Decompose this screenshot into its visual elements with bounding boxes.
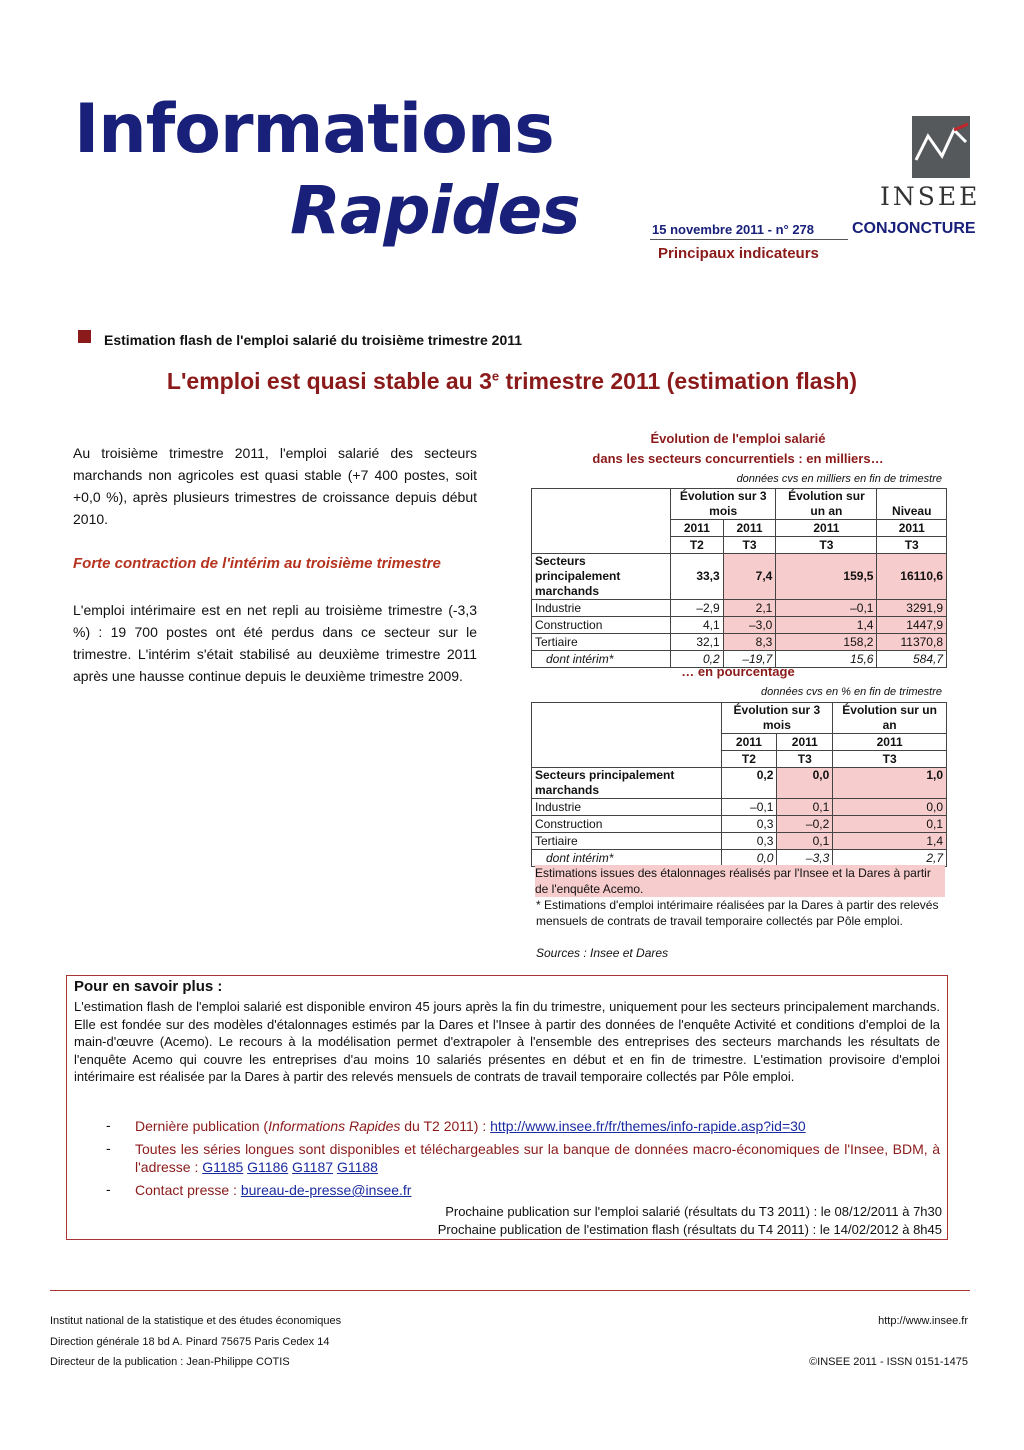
next-publication-employment: Prochaine publication sur l'emploi salarié (résultats du T3 2011) : le 08/12/2011 à 7h30: [445, 1204, 942, 1219]
table2-quarter: T3: [833, 751, 947, 768]
table2-cell: 0,0: [777, 768, 833, 799]
table1-cell: 33,3: [671, 554, 724, 600]
table1-row: [532, 634, 947, 651]
intertitle: Forte contraction de l'intérim au troisième trimestre: [73, 555, 441, 572]
table2-cell: 0,2: [721, 768, 777, 799]
table2-row: [532, 833, 947, 850]
list-item-last-publication: [135, 1117, 940, 1135]
table1-cell: –0,1: [776, 600, 877, 617]
footer-copyright: ©INSEE 2011 - ISSN 0151-1475: [809, 1356, 968, 1368]
savoir-plus-title: Pour en savoir plus :: [74, 978, 223, 995]
table1-cell: 584,7: [877, 651, 947, 668]
series-text: Toutes les séries longues sont disponibles et téléchargeables sur la banque de données macro-économiques de l'Insee, BDM, à l'adresse :: [135, 1141, 940, 1175]
table2-cell: 0,0: [833, 799, 947, 816]
table2-head-evol3: Évolution sur 3 mois: [721, 703, 833, 734]
table1-cell: 159,5: [776, 554, 877, 600]
table1-note: données cvs en milliers en fin de trimestre: [736, 473, 942, 485]
table1-row: [532, 617, 947, 634]
footer-address: Direction générale 18 bd A. Pinard 75675 Paris Cedex 14: [50, 1336, 330, 1348]
table1-cell: 1,4: [776, 617, 877, 634]
table2-row: [532, 768, 947, 799]
table1-cell: 0,2: [671, 651, 724, 668]
table2-cell: 0,1: [777, 799, 833, 816]
table2-year: 2011: [721, 734, 777, 751]
table2-year: 2011: [833, 734, 947, 751]
last-pub-link[interactable]: http://www.insee.fr/fr/themes/info-rapide.asp?id=30: [490, 1118, 806, 1134]
footer-url[interactable]: http://www.insee.fr: [878, 1315, 968, 1327]
table2-row-label: Construction: [532, 816, 722, 833]
table2-row-label: dont intérim*: [532, 850, 722, 867]
table1-year: 2011: [776, 520, 877, 537]
table1-head-evol-an: Évolution sur un an: [776, 489, 877, 520]
table2-quarter: T2: [721, 751, 777, 768]
table1-title-line1: Évolution de l'emploi salarié: [650, 431, 826, 446]
table1-row-label: Construction: [532, 617, 671, 634]
table1-cell: 8,3: [723, 634, 776, 651]
body-paragraph-2: L'emploi intérimaire est en net repli au troisième trimestre (-3,3 %) : 19 700 postes ont été perdus dans ce secteur sur le trimestre. L'intérim s'était stabilisé au deuxième trimestre 2011 après une hausse continue depuis le deuxième trimestre 2009.: [73, 602, 477, 684]
series-label: CONJONCTURE: [852, 220, 976, 237]
table1-cell: 32,1: [671, 634, 724, 651]
table1-year: 2011: [723, 520, 776, 537]
bdm-link-g1187[interactable]: G1187: [292, 1159, 334, 1175]
table1-cell: –19,7: [723, 651, 776, 668]
headline-text-b: trimestre 2011 (estimation flash): [499, 368, 858, 394]
table1-row-label: Tertiaire: [532, 634, 671, 651]
interim-footnote: * Estimations d'emploi intérimaire réalisées par la Dares à partir des relevés mensuels de contrats de travail temporaire collectés par Pôle emploi.: [536, 898, 939, 928]
table2-cell: 1,0: [833, 768, 947, 799]
table2-quarter: T3: [777, 751, 833, 768]
kicker-bullet: [78, 330, 91, 343]
issue-date-number: 15 novembre 2011 - n° 278: [652, 222, 815, 237]
last-pub-mid: du T2 2011) :: [400, 1118, 491, 1134]
table2-cell: 0,3: [721, 833, 777, 850]
table2-cell: 2,7: [833, 850, 947, 867]
table2-corner: [532, 703, 722, 768]
table1-corner: [532, 489, 671, 554]
table1-quarter: T2: [671, 537, 724, 554]
table1-row-label: Industrie: [532, 600, 671, 617]
table1-row-label: dont intérim*: [532, 651, 671, 668]
table2-row-label: Secteurs principalement marchands: [532, 768, 722, 799]
next-publication-flash: Prochaine publication de l'estimation flash (résultats du T4 2011) : le 14/02/2012 à 8h45: [437, 1222, 942, 1237]
table1-quarter: T3: [723, 537, 776, 554]
masthead-rule: [650, 239, 848, 240]
table1-cell: 11370,8: [877, 634, 947, 651]
headline: [0, 368, 1024, 395]
table2-head-evol-an: Évolution sur un an: [833, 703, 947, 734]
table1-cell: 1447,9: [877, 617, 947, 634]
table1-row: [532, 600, 947, 617]
table1: [531, 488, 947, 668]
table1-cell: 4,1: [671, 617, 724, 634]
table2-cell: 0,1: [833, 816, 947, 833]
table1-title-line2: dans les secteurs concurrentiels : en milliers…: [592, 451, 884, 466]
table1-cell: 7,4: [723, 554, 776, 600]
table1-cell: 2,1: [723, 600, 776, 617]
table2-year: 2011: [777, 734, 833, 751]
table2-row: [532, 850, 947, 867]
table2-cell: 0,3: [721, 816, 777, 833]
bdm-link-g1186[interactable]: G1186: [247, 1159, 289, 1175]
table2-row: [532, 816, 947, 833]
masthead-title-rapides: Rapides: [290, 172, 580, 249]
headline-sup: e: [491, 368, 500, 384]
table2-cell: –0,2: [777, 816, 833, 833]
masthead-subtitle: Principaux indicateurs: [658, 245, 819, 262]
table1-title: [530, 429, 946, 469]
table2-cell: –0,1: [721, 799, 777, 816]
table2-cell: –3,3: [777, 850, 833, 867]
insee-logo-text: INSEE: [880, 182, 981, 211]
table1-row-label: Secteurs principalement marchands: [532, 554, 671, 600]
table2-title: … en pourcentage: [681, 664, 795, 679]
table1-head-evol3: Évolution sur 3 mois: [671, 489, 776, 520]
table1-cell: 15,6: [776, 651, 877, 668]
footer-rule: [50, 1290, 970, 1291]
table2-cell: 0,0: [721, 850, 777, 867]
body-paragraph-1: Au troisième trimestre 2011, l'emploi salarié des secteurs marchands non agricoles est quasi stable (+7 400 postes, soit +0,0 %), après plusieurs trimestres de croissance depuis début 2010.: [73, 445, 477, 527]
sources-note: Sources : Insee et Dares: [536, 946, 669, 960]
list-dash: -: [106, 1117, 111, 1133]
table1-cell: 158,2: [776, 634, 877, 651]
table1-quarter: T3: [877, 537, 947, 554]
table2-row-label: Industrie: [532, 799, 722, 816]
last-pub-series: Informations Rapides: [268, 1118, 401, 1134]
list-dash: -: [106, 1181, 111, 1197]
table2-row: [532, 799, 947, 816]
table1-year: 2011: [671, 520, 724, 537]
last-pub-prefix: Dernière publication (: [135, 1118, 269, 1134]
press-prefix: Contact presse :: [135, 1182, 241, 1198]
savoir-plus-paragraph: L'estimation flash de l'emploi salarié est disponible environ 45 jours après la fin du trimestre, uniquement pour les secteurs principalement marchands. Elle est fondée sur des modèles d'étalonnages estimés par la Dares et l'Insee à partir des données de l'enquête Activité et conditions d'emploi de la main-d'œuvre (Acemo). Le recours à la modélisation permet d'extrapoler à l'ensemble des entreprises des secteurs marchands les résultats de l'enquête Acemo qui couvre les entreprises d'au moins 10 salariés présentes en début et en fin de trimestre. L'estimation provisoire d'emploi intérimaire est réalisée par la Dares à partir des relevés mensuels de contrats de travail temporaire collectés par Pôle emploi.: [74, 999, 940, 1085]
masthead-title-informations: Informations: [74, 90, 554, 169]
bdm-link-g1185[interactable]: G1185: [202, 1159, 244, 1175]
press-email-link[interactable]: bureau-de-presse@insee.fr: [240, 1182, 412, 1198]
footer-institute: Institut national de la statistique et des études économiques: [50, 1315, 342, 1327]
table1-year: 2011: [877, 520, 947, 537]
headline-text-a: L'emploi est quasi stable au 3: [166, 368, 492, 394]
table2: [531, 702, 947, 867]
list-item-series: [135, 1140, 940, 1176]
list-dash: -: [106, 1140, 111, 1156]
table1-cell: 16110,6: [877, 554, 947, 600]
table1-quarter: T3: [776, 537, 877, 554]
bdm-link-g1188[interactable]: G1188: [336, 1159, 378, 1175]
footer-director: Directeur de la publication : Jean-Philippe COTIS: [50, 1356, 290, 1368]
table1-cell: 3291,9: [877, 600, 947, 617]
estimations-note: Estimations issues des étalonnages réalisés par l'Insee et la Dares à partir de l'enquête Acemo.: [535, 865, 945, 897]
table1-head-niveau: Niveau: [877, 489, 947, 520]
table2-cell: 1,4: [833, 833, 947, 850]
table1-cell: –2,9: [671, 600, 724, 617]
table1-row: [532, 554, 947, 600]
table2-cell: 0,1: [777, 833, 833, 850]
list-item-press-contact: [135, 1181, 940, 1199]
insee-logo-icon: [912, 116, 970, 178]
table1-cell: –3,0: [723, 617, 776, 634]
table2-note: données cvs en % en fin de trimestre: [761, 686, 942, 698]
kicker: Estimation flash de l'emploi salarié du troisième trimestre 2011: [104, 332, 523, 348]
table2-row-label: Tertiaire: [532, 833, 722, 850]
